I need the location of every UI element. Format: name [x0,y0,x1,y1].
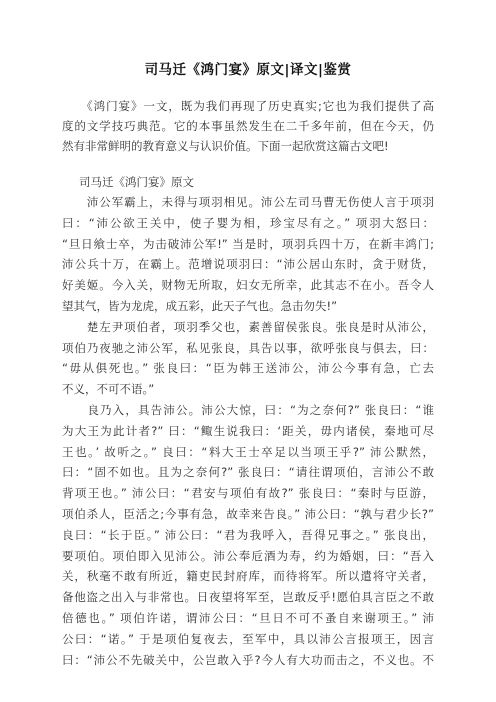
text-line: 沛公军霸上，未得与项羽相见。沛公左司马曹无伤使人言于项羽 [62,195,434,209]
text-line: “旦日飨士卒，为击破沛公军!” 当是时，项羽兵四十万，在新丰鸿门; [62,236,434,251]
text-line: “毋从俱死也。” 张良曰：“臣为韩王送沛公，沛公今事有急，亡去 [62,361,434,376]
text-line: 倍德也。” 项伯许诺，谓沛公曰：“旦日不可不蚤自来谢项王。” 沛 [62,610,434,625]
document-title: 司马迁《鸿门宴》原文|译文|鉴赏 [144,62,352,78]
intro-line: 然有非常鲜明的教育意义与认识价值。下面一起欣赏这篇古文吧! [62,139,389,153]
intro-paragraph [62,96,434,156]
text-line: 曰：“沛公欲王关中，使子婴为相，珍宝尽有之。” 项羽大怒曰： [62,215,434,230]
text-line: 要项伯。项伯即入见沛公。沛公奉卮酒为寿，约为婚姻，曰：“吾入 [62,548,434,563]
text-line: 曰：“沛公不先破关中，公岂敢入乎?今人有大功而击之，不义也。不 [62,652,434,667]
text-line: 为大王为此计者?” 曰：“鲰生说我曰：‘距关，毋内诸侯，秦地可尽 [62,423,434,438]
text-line: 王也。’ 故听之。” 良曰：“料大王士卒足以当项王乎?” 沛公默然， [62,444,434,459]
text-line: 楚左尹项伯者，项羽季父也，素善留侯张良。张良是时从沛公， [62,319,434,334]
section-heading: 司马迁《鸿门宴》原文 [79,175,194,189]
text-line: 良曰：“长于臣。” 沛公曰：“君为我呼入，吾得兄事之。” 张良出， [62,527,434,542]
text-line: 沛公兵十万，在霸上。范增说项羽曰：“沛公居山东时，贪于财货， [62,257,434,272]
text-line: 关，秋毫不敢有所近，籍吏民封府库，而待将军。所以遣将守关者， [62,569,434,584]
intro-line: 《鸿门宴》一文，既为我们再现了历史真实;它也为我们提供了高 [62,99,434,113]
text-line: 良乃入，具告沛公。沛公大惊，曰：“为之奈何?” 张良曰：“谁 [62,402,434,417]
text-line: 项伯杀人，臣活之;今事有急，故幸来告良。” 沛公曰：“孰与君少长?” [62,506,434,521]
text-line: 背项王也。” 沛公曰：“君安与项伯有故?” 张良曰：“秦时与臣游， [62,486,434,501]
text-line: 不义，不可不语。” [62,382,155,397]
text-line: 好美姬。今入关，财物无所取，妇女无所幸，此其志不在小。吾令人 [62,278,434,293]
intro-line: 度的文学技巧典范。它的本事虽然发生在二千多年前，但在今天，仍 [62,119,434,133]
text-line: 项伯乃夜驰之沛公军，私见张良，具告以事，欲呼张良与俱去，曰： [62,340,434,355]
text-line: 备他盗之出入与非常也。日夜望将军至，岂敢反乎!愿伯具言臣之不敢 [62,590,434,605]
text-line: 曰：“固不如也。且为之奈何?” 张良曰：“请往谓项伯，言沛公不敢 [62,465,434,480]
text-line: 公曰：“诺。” 于是项伯复夜去，至军中，具以沛公言报项王，因言 [62,631,434,646]
original-text [62,192,434,670]
text-line: 望其气，皆为龙虎，成五彩，此天子气也。急击勿失!” [62,298,338,313]
